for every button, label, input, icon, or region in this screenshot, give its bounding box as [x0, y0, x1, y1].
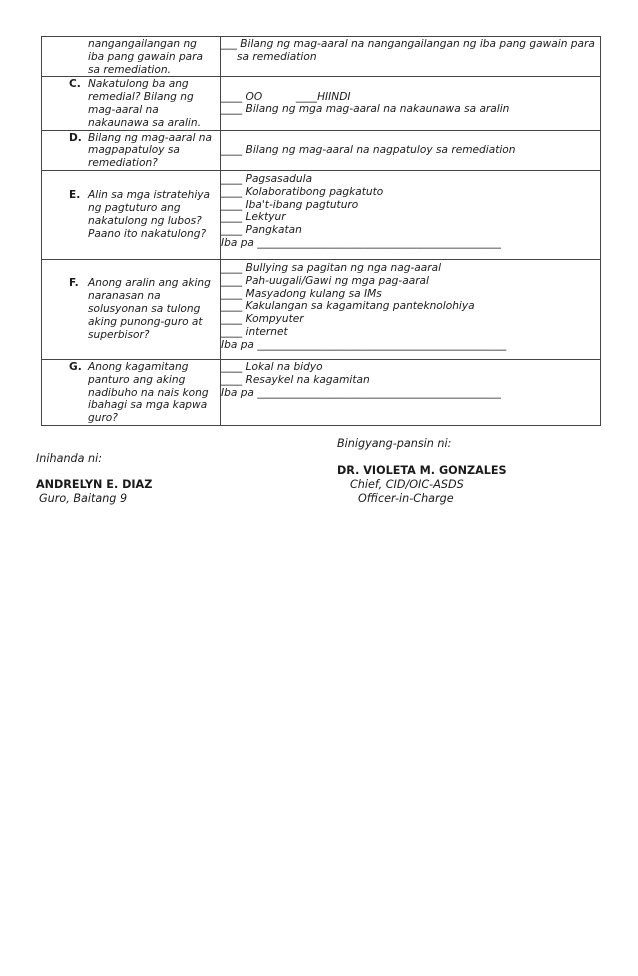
- answer-option: ____ Pah-uugali/Gawi ng mga pag-aaral: [221, 274, 429, 287]
- question-text: nangangailangan ng iba pang gawain para sa remediation.: [88, 38, 204, 76]
- question-letter: F.: [69, 277, 79, 290]
- prepared-by-label: Inihanda ni:: [36, 452, 103, 465]
- answer-cell: [221, 259, 601, 359]
- answer-option: ____ Pagsasadula: [221, 172, 313, 185]
- reflection-table: [41, 36, 601, 426]
- answer-option: ____ Lektyur: [221, 211, 286, 224]
- table-row: [42, 77, 601, 130]
- answer-option: ____ OO ____HIINDI: [221, 90, 351, 103]
- question-text: Anong kagamitang panturo ang aking nadibuho na nais kong ibahagi sa mga kapwa guro?: [88, 360, 209, 425]
- other-option: Iba pa _______________________________________________: [221, 338, 507, 351]
- noter-name: DR. VIOLETA M. GONZALES: [337, 464, 507, 477]
- question-letter: E.: [69, 189, 81, 202]
- noted-by-label: Binigyang-pansin ni:: [337, 437, 452, 450]
- noter-position: Officer-in-Charge: [358, 492, 454, 505]
- question-cell: [42, 259, 221, 359]
- answer-cell: [221, 77, 601, 130]
- preparer-title: Guro, Baitang 9: [39, 492, 128, 505]
- answer-option: ____ Bilang ng mag-aaral na nagpatuloy sa remediation: [221, 143, 516, 156]
- table-row: [42, 170, 601, 259]
- question-cell: [42, 359, 221, 425]
- question-cell: [42, 130, 221, 170]
- other-option: Iba pa ______________________________________________: [221, 236, 501, 249]
- answer-option: ____ Iba't-ibang pagtuturo: [221, 198, 359, 211]
- answer-option: ____ Resaykel na kagamitan: [221, 373, 370, 386]
- answer-cell: [221, 130, 601, 170]
- answer-cell: [221, 359, 601, 425]
- question-text: Nakatulong ba ang remedial? Bilang ng mag-aaral na nakaunawa sa aralin.: [88, 78, 201, 129]
- answer-option: ____ Bullying sa pagitan ng nga nag-aaral: [221, 261, 442, 274]
- question-letter: D.: [69, 131, 82, 144]
- answer-cell: [221, 37, 601, 77]
- answer-option: ____ internet: [221, 325, 288, 338]
- preparer-name: ANDRELYN E. DIAZ: [36, 478, 153, 491]
- other-option: Iba pa ______________________________________________: [221, 386, 501, 399]
- question-text: Anong aralin ang aking naranasan na solusyonan sa tulong aking punong-guro at superbisor?: [88, 277, 211, 341]
- answer-option: ___ Bilang ng mag-aaral na nangangailangan ng iba pang gawain para sa remediation: [221, 38, 595, 63]
- answer-cell: [221, 170, 601, 259]
- answer-option: ____ Masyadong kulang sa IMs: [221, 287, 382, 300]
- table-row: [42, 37, 601, 77]
- answer-option: ____ Kompyuter: [221, 313, 304, 326]
- question-text: Bilang ng mag-aaral na magpapatuloy sa remediation?: [88, 131, 212, 170]
- question-cell: [42, 77, 221, 130]
- noter-title: Chief, CID/OIC-ASDS: [350, 478, 464, 491]
- answer-option: ____ Kakulangan sa kagamitang panteknolohiya: [221, 300, 475, 313]
- answer-option: ____ Lokal na bidyo: [221, 360, 323, 373]
- table-row: [42, 130, 601, 170]
- question-cell: [42, 37, 221, 77]
- question-letter: C.: [69, 78, 81, 91]
- table-row: [42, 359, 601, 425]
- answer-option: ____ Bilang ng mga mag-aaral na nakaunawa sa aralin: [221, 103, 510, 116]
- question-cell: [42, 170, 221, 259]
- answer-option: ____ Kolaboratibong pagkatuto: [221, 185, 384, 198]
- table-row: [42, 259, 601, 359]
- question-text: Alin sa mga istratehiya ng pagtuturo ang nakatulong ng lubos? Paano ito nakatulong?: [88, 189, 211, 240]
- question-letter: [69, 38, 88, 76]
- answer-option: ____ Pangkatan: [221, 224, 302, 237]
- question-letter: G.: [69, 360, 82, 373]
